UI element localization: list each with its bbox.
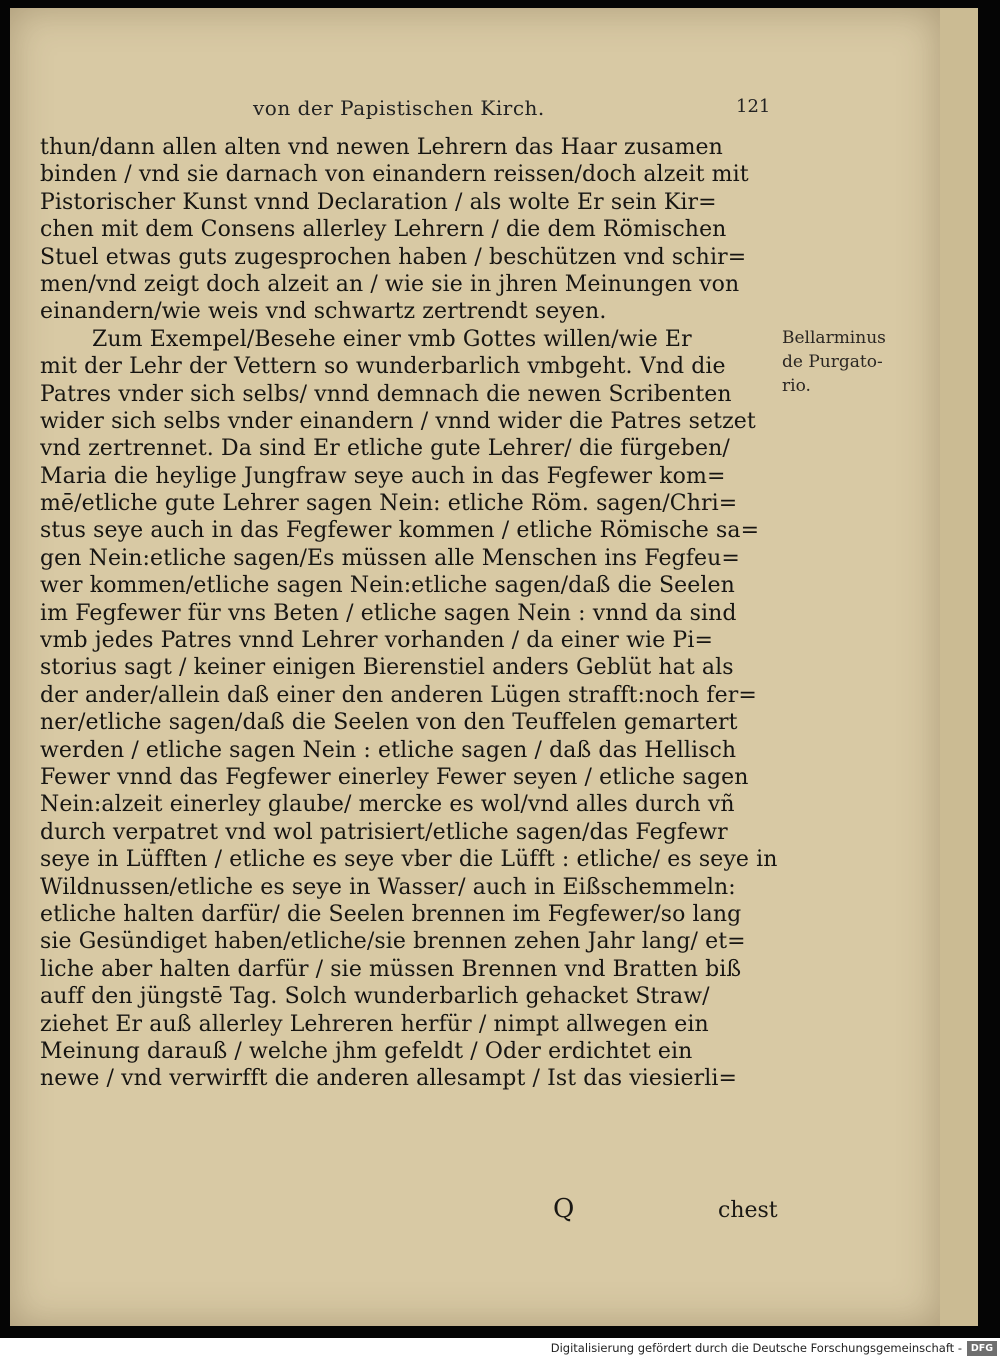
- text-line: binden / vnd sie darnach von einandern reissen/doch alzeit mit: [40, 162, 749, 188]
- text-line: etliche halten darfür/ die Seelen brennen im Fegfewer/so lang: [40, 901, 742, 927]
- text-line: Meinung darauß / welche jhm gefeldt / Oder erdichtet ein: [40, 1038, 693, 1064]
- page-number: 121: [736, 96, 771, 117]
- text-line: Pistorischer Kunst vnnd Declaration / als wolte Er sein Kir=: [40, 189, 717, 215]
- text-line: durch verpatret vnd wol patrisiert/etliche sagen/das Fegfewr: [40, 819, 728, 845]
- text-line: ziehet Er auß allerley Lehreren herfür / nimpt allwegen ein: [40, 1011, 709, 1037]
- text-line: Zum Exempel/Besehe einer vmb Gottes willen/wie Er: [92, 326, 692, 352]
- text-line: auff den jüngstē Tag. Solch wunderbarlich gehacket Straw/: [40, 984, 710, 1010]
- text-line: Maria die heylige Jungfraw seye auch in das Fegfewer kom=: [40, 463, 726, 489]
- text-line: einandern/wie weis vnd schwartz zertrendt seyen.: [40, 299, 607, 325]
- text-line: ner/etliche sagen/daß die Seelen von den Teuffelen gemartert: [40, 710, 738, 736]
- text-line: Nein:alzeit einerley glaube/ mercke es wol/vnd alles durch vñ: [40, 792, 735, 818]
- footer-bar: [0, 1338, 1000, 1361]
- text-line: werden / etliche sagen Nein : etliche sagen / daß das Hellisch: [40, 737, 737, 763]
- text-line: vnd zertrennet. Da sind Er etliche gute Lehrer/ die fürgeben/: [40, 436, 730, 462]
- text-line: mit der Lehr der Vettern so wunderbarlich vmbgeht. Vnd die: [40, 354, 726, 380]
- funding-credit: Digitalisierung gefördert durch die Deutsche Forschungsgemeinschaft -: [550, 1341, 962, 1355]
- text-line: newe / vnd verwirfft die anderen allesampt / Ist das viesierli=: [40, 1066, 738, 1092]
- margin-note: [782, 326, 932, 398]
- text-line: mē/etliche gute Lehrer sagen Nein: etliche Röm. sagen/Chri=: [40, 491, 738, 517]
- text-line: men/vnd zeigt doch alzeit an / wie sie in jhren Meinungen von: [40, 271, 740, 297]
- page-header: [10, 96, 940, 126]
- text-line: Stuel etwas guts zugesprochen haben / beschützen vnd schir=: [40, 244, 747, 270]
- book-page: [10, 8, 940, 1326]
- running-head: von der Papistischen Kirch.: [253, 96, 545, 120]
- dfg-logo: DFG: [967, 1341, 997, 1356]
- margin-note-line: de Purgato-: [782, 352, 883, 372]
- text-line: gen Nein:etliche sagen/Es müssen alle Menschen ins Fegfeu=: [40, 545, 740, 571]
- text-line: im Fegfewer für vns Beten / etliche sagen Nein : vnnd da sind: [40, 600, 737, 626]
- margin-note-line: rio.: [782, 376, 811, 396]
- text-line: Wildnussen/etliche es seye in Wasser/ auch in Eißschemmeln:: [40, 874, 736, 900]
- body-text: [40, 134, 800, 1093]
- text-line: sie Gesündiget haben/etliche/sie brennen zehen Jahr lang/ et=: [40, 929, 746, 955]
- catchword: chest: [718, 1198, 778, 1223]
- text-line: Patres vnder sich selbs/ vnnd demnach die newen Scribenten: [40, 381, 732, 407]
- text-line: vmb jedes Patres vnnd Lehrer vorhanden / da einer wie Pi=: [40, 628, 713, 654]
- text-line: thun/dann allen alten vnd newen Lehrern das Haar zusamen: [40, 135, 723, 160]
- text-line: chen mit dem Consens allerley Lehrern / die dem Römischen: [40, 217, 727, 243]
- margin-note-line: Bellarminus: [782, 328, 886, 348]
- text-line: liche aber halten darfür / sie müssen Brennen vnd Bratten biß: [40, 956, 742, 982]
- page-edge: [940, 8, 978, 1326]
- signature-mark: Q: [553, 1194, 575, 1224]
- text-line: stus seye auch in das Fegfewer kommen / etliche Römische sa=: [40, 518, 760, 544]
- text-line: der ander/allein daß einer den anderen Lügen strafft:noch fer=: [40, 682, 757, 708]
- text-line: Fewer vnnd das Fegfewer einerley Fewer seyen / etliche sagen: [40, 764, 749, 790]
- text-line: storius sagt / keiner einigen Bierenstiel anders Geblüt hat als: [40, 655, 734, 681]
- text-line: wer kommen/etliche sagen Nein:etliche sagen/daß die Seelen: [40, 573, 735, 599]
- text-line: seye in Lüfften / etliche es seye vber die Lüfft : etliche/ es seye in: [40, 847, 778, 873]
- text-line: wider sich selbs vnder einandern / vnnd wider die Patres setzet: [40, 408, 756, 434]
